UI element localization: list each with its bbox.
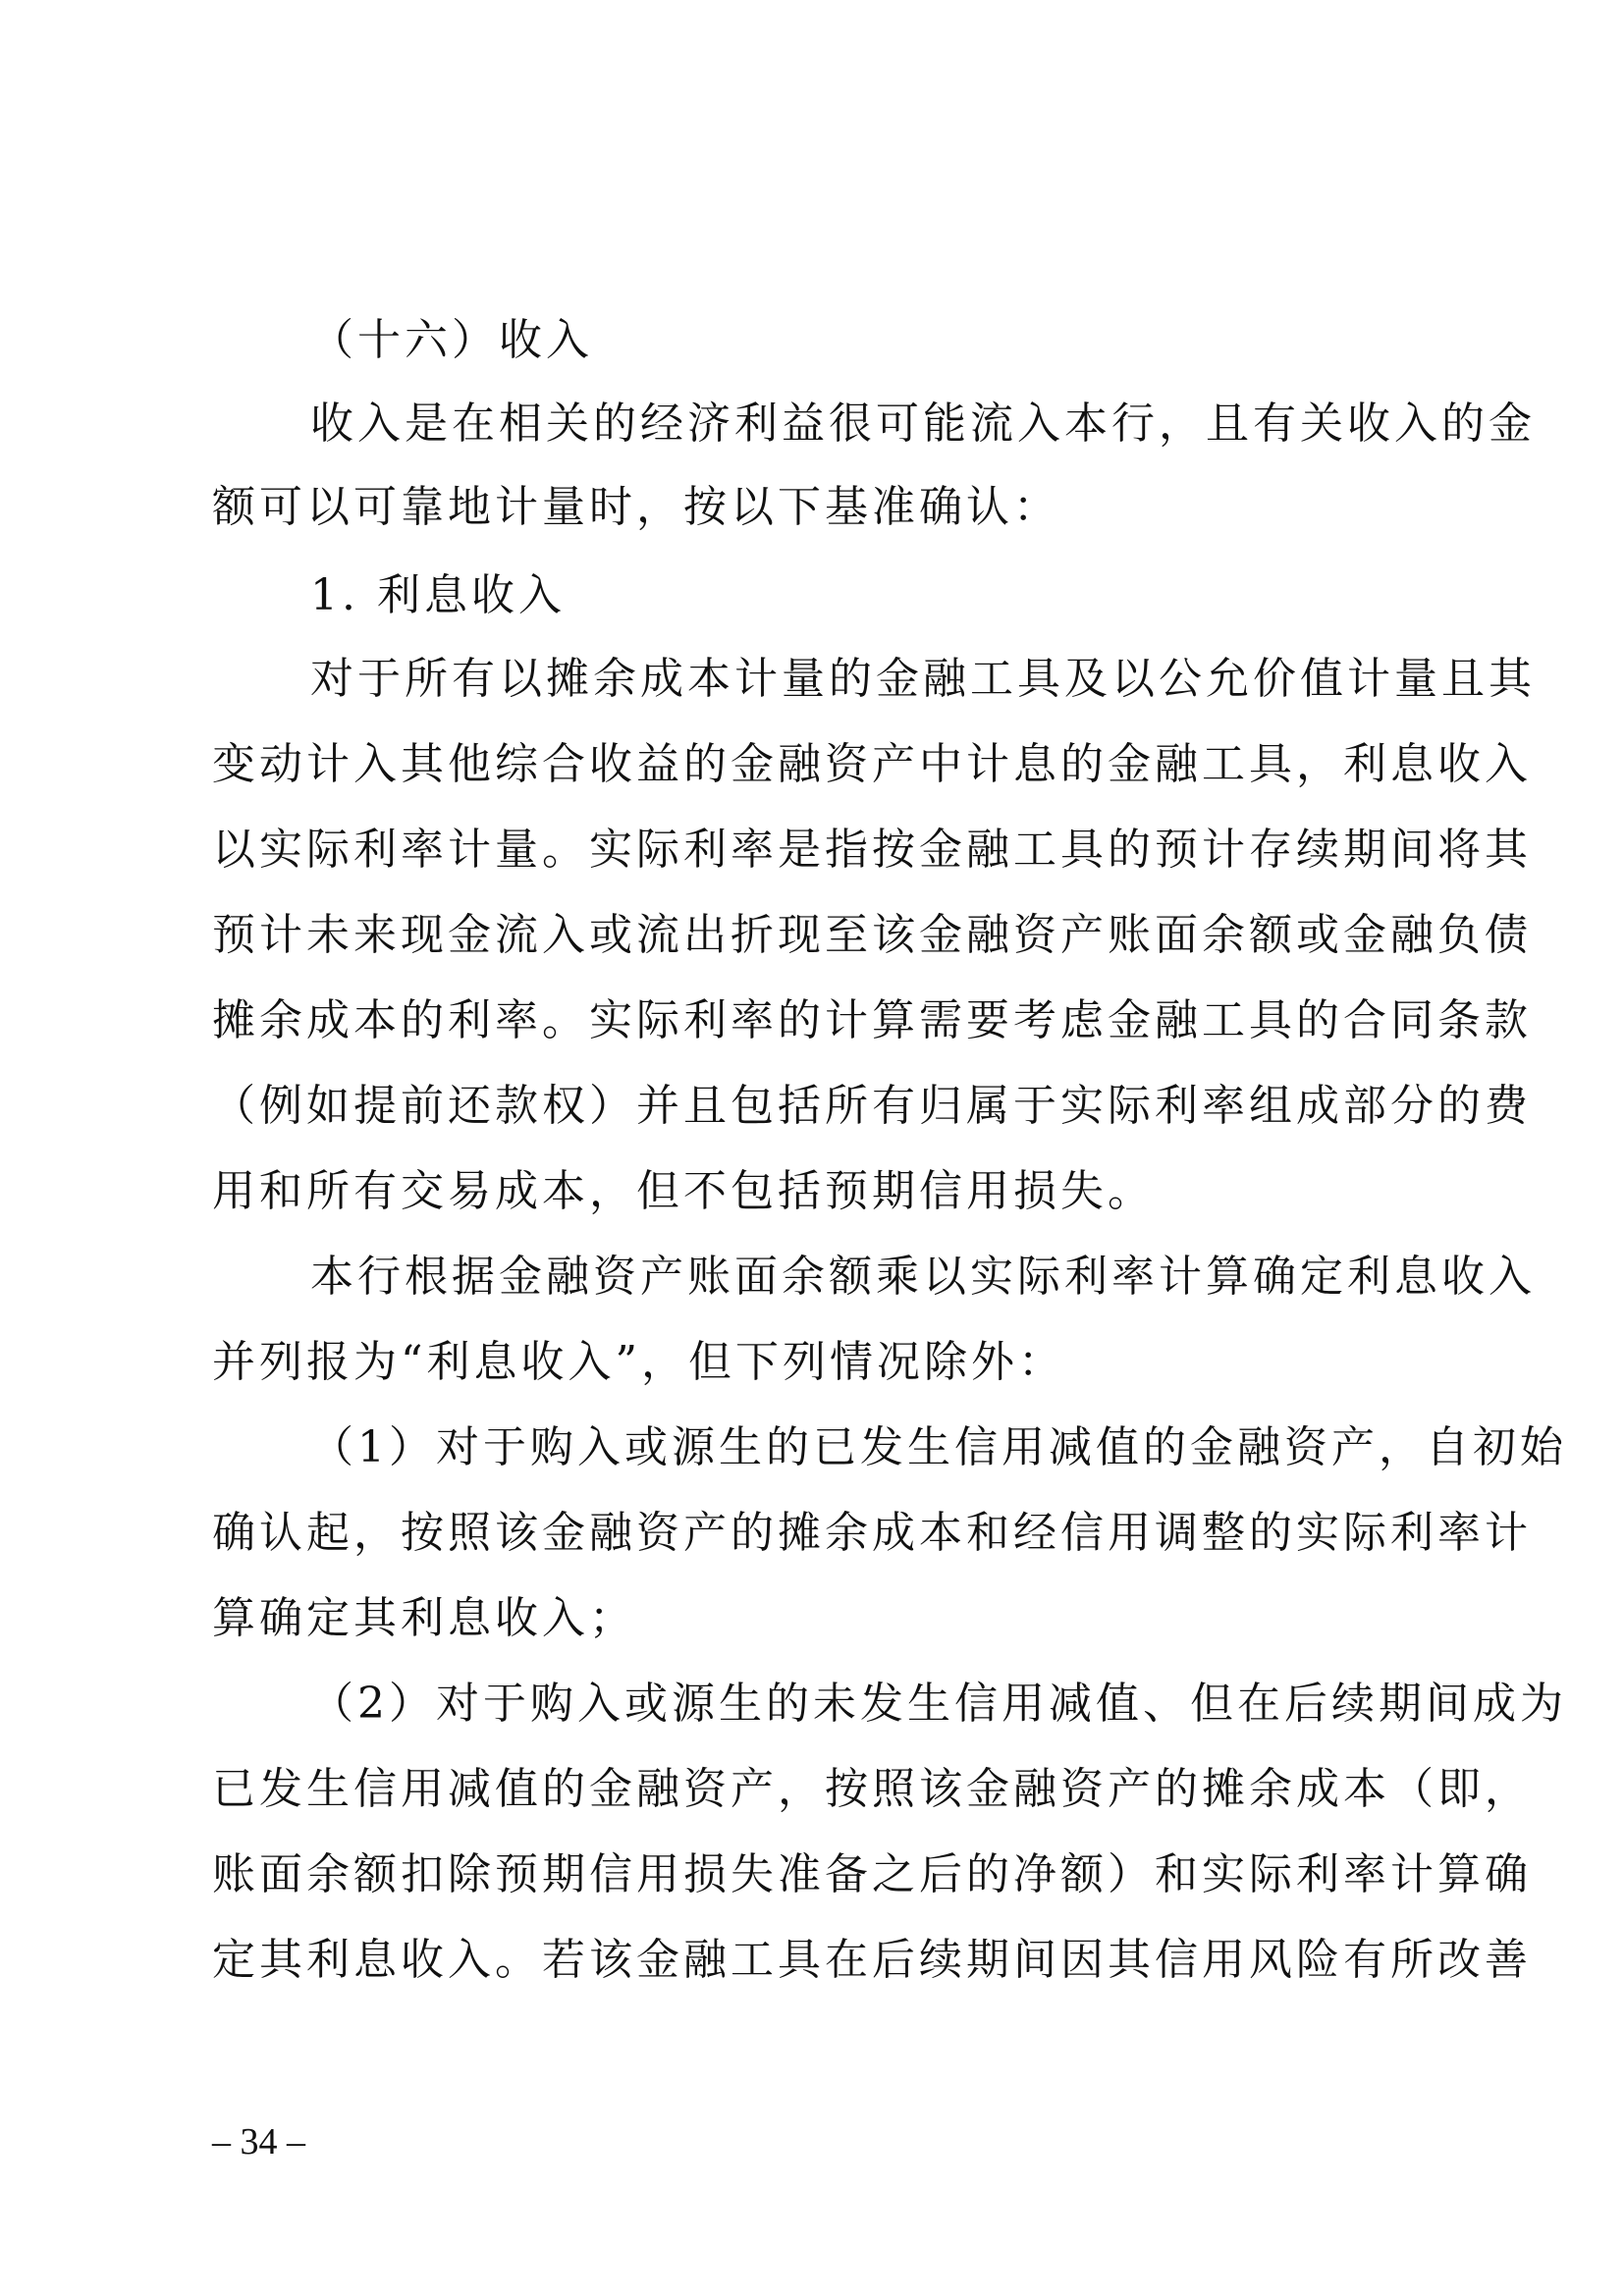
paragraph-line: 并列报为“利息收入”，但下列情况除外： [212, 1337, 1065, 1387]
page-number: – 34 – [212, 2121, 305, 2163]
paragraph-line: 收入是在相关的经济利益很可能流入本行，且有关收入的金 [310, 399, 1536, 449]
paragraph-line: （例如提前还款权）并且包括所有归属于实际利率组成部分的费 [212, 1081, 1532, 1131]
subsection-heading: 1. 利息收入 [310, 570, 566, 620]
section-heading: （十六）收入 [310, 315, 593, 365]
paragraph-line: 已发生信用减值的金融资产，按照该金融资产的摊余成本（即， [212, 1764, 1532, 1814]
paragraph-line: （2）对于购入或源生的未发生信用减值、但在后续期间成为 [310, 1679, 1567, 1729]
paragraph-line: 用和所有交易成本，但不包括预期信用损失。 [212, 1166, 1155, 1216]
paragraph-line: 预计未来现金流入或流出折现至该金融资产账面余额或金融负债 [212, 910, 1532, 960]
paragraph-line: 额可以可靠地计量时，按以下基准确认： [212, 482, 1060, 532]
paragraph-line: 以实际利率计量。实际利率是指按金融工具的预计存续期间将其 [212, 825, 1532, 875]
paragraph-line: 对于所有以摊余成本计量的金融工具及以公允价值计量且其 [310, 654, 1536, 704]
paragraph-line: 本行根据金融资产账面余额乘以实际利率计算确定利息收入 [310, 1252, 1536, 1302]
paragraph-line: 账面余额扣除预期信用损失准备之后的净额）和实际利率计算确 [212, 1849, 1532, 1899]
paragraph-line: 变动计入其他综合收益的金融资产中计息的金融工具，利息收入 [212, 739, 1532, 789]
paragraph-line: 确认起，按照该金融资产的摊余成本和经信用调整的实际利率计 [212, 1508, 1532, 1558]
paragraph-line: 定其利息收入。若该金融工具在后续期间因其信用风险有所改善 [212, 1935, 1532, 1985]
paragraph-line: 摊余成本的利率。实际利率的计算需要考虑金融工具的合同条款 [212, 995, 1532, 1045]
paragraph-line: （1）对于购入或源生的已发生信用减值的金融资产，自初始 [310, 1422, 1567, 1472]
paragraph-line: 算确定其利息收入； [212, 1593, 636, 1643]
